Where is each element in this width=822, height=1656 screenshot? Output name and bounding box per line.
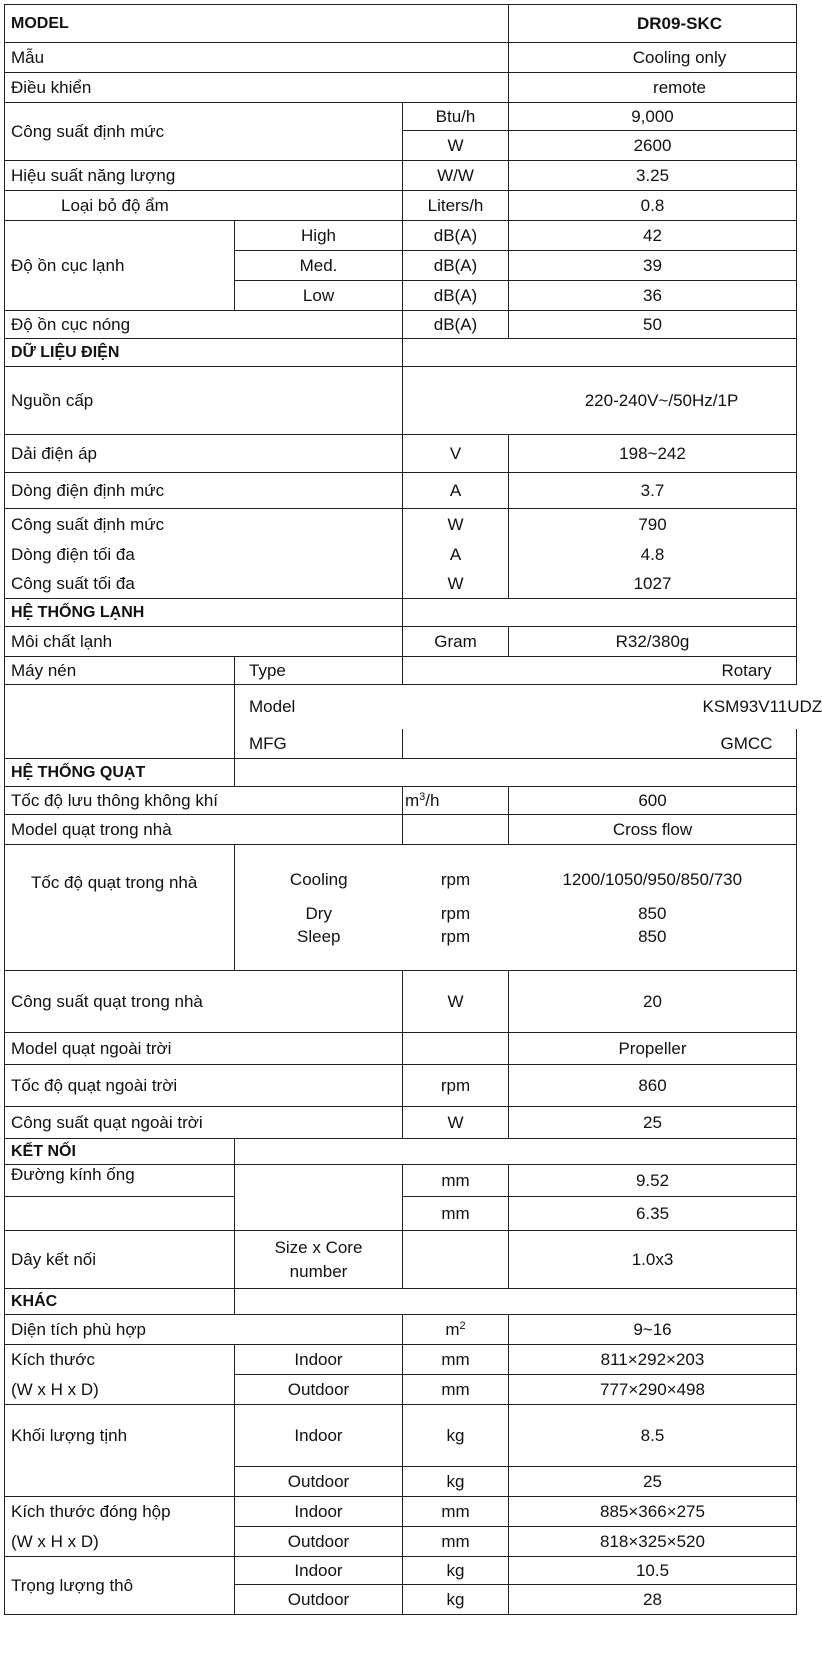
row-label-may-nen: Máy nén (5, 657, 235, 685)
table-row (5, 435, 797, 473)
table-row (5, 1315, 797, 1345)
empty-cell (403, 599, 797, 627)
value-toc-do-ngoai-troi: 860 (509, 1065, 797, 1107)
table-row (5, 509, 797, 541)
unit-rpm: rpm (403, 1065, 509, 1107)
value-med: 39 (509, 251, 797, 281)
value-duong-kinh-ong-2: 6.35 (509, 1197, 797, 1231)
row-label-kich-thuoc-hop-wxhxd: (W x H x D) (5, 1527, 235, 1557)
empty-cell (5, 685, 235, 759)
sub-model: Model (249, 697, 296, 717)
table-row (5, 1527, 797, 1557)
sub-high: High (235, 221, 403, 251)
row-label-model-trong-nha: Model quạt trong nhà (5, 815, 403, 845)
row-label-hieu-suat: Hiệu suất năng lượng (5, 161, 403, 191)
table-row (5, 685, 797, 729)
row-label-toc-do-ngoai-troi: Tốc độ quạt ngoài trời (5, 1065, 403, 1107)
sub-indoor: Indoor (235, 1405, 403, 1467)
table-row (5, 1165, 797, 1197)
row-label-dien-tich: Diện tích phù hợp (5, 1315, 403, 1345)
table-row (5, 1033, 797, 1065)
sub-sleep: Sleep (235, 923, 403, 971)
row-label-cong-suat-dinh-muc-dien: Công suất định mức (5, 509, 403, 541)
value-dong-dien-toi-da: 4.8 (509, 541, 797, 569)
empty-cell (403, 1033, 509, 1065)
value-trong-luong-tho-outdoor: 28 (509, 1585, 797, 1615)
unit-dba: dB(A) (403, 281, 509, 311)
sub-dry: Dry (305, 903, 332, 923)
table-row (5, 815, 797, 845)
value-kich-thuoc-outdoor: 777×290×498 (509, 1375, 797, 1405)
table-row (5, 43, 797, 73)
value-duong-kinh-ong-1: 9.52 (509, 1165, 797, 1197)
table-row (5, 1107, 797, 1139)
value-sleep: 850 (509, 923, 797, 971)
table-row (5, 339, 797, 367)
sub-med: Med. (235, 251, 403, 281)
unit-dba: dB(A) (403, 311, 509, 339)
unit-dba: dB(A) (403, 251, 509, 281)
sub-outdoor: Outdoor (235, 1375, 403, 1405)
spec-table (4, 4, 822, 1615)
row-label-loai-bo-do-am: Loại bỏ độ ẩm (5, 191, 403, 221)
row-label-khoi-luong: Khối lượng tịnh (5, 1405, 235, 1497)
model-header-label: MODEL (5, 5, 509, 43)
value-mfg: GMCC (403, 729, 797, 759)
row-label-cong-suat-ngoai-troi: Công suất quạt ngoài trời (5, 1107, 403, 1139)
unit-mm: mm (403, 1345, 509, 1375)
value-loai-bo-do-am: 0.8 (509, 191, 797, 221)
table-row (5, 1405, 797, 1467)
unit-mm: mm (403, 1197, 509, 1231)
value-cong-suat-ngoai-troi: 25 (509, 1107, 797, 1139)
table-row (5, 221, 797, 251)
unit-gram: Gram (403, 627, 509, 657)
row-label-kich-thuoc-wxhxd: (W x H x D) (5, 1375, 235, 1405)
model-code: DR09-SKC (509, 5, 797, 43)
unit-dba: dB(A) (403, 221, 509, 251)
row-label-do-on-cuc-nong: Độ ồn cục nóng (5, 311, 403, 339)
row-label-model-ngoai-troi: Model quạt ngoài trời (5, 1033, 403, 1065)
row-label-luu-thong: Tốc độ lưu thông không khí (5, 787, 403, 815)
value-model-trong-nha: Cross flow (509, 815, 797, 845)
unit-w: W (403, 971, 509, 1033)
row-label-duong-kinh-ong: Đường kính ống (5, 1165, 235, 1197)
unit-w: W (403, 131, 509, 161)
unit-kg: kg (403, 1467, 509, 1497)
table-row (5, 5, 797, 43)
value-day-ket-noi: 1.0x3 (509, 1231, 797, 1289)
sub-outdoor: Outdoor (235, 1467, 403, 1497)
row-label-kich-thuoc-hop: Kích thước đóng hộp (5, 1497, 235, 1527)
row-label-day-ket-noi: Dây kết nối (5, 1231, 235, 1289)
value-khoi-luong-indoor: 8.5 (509, 1405, 797, 1467)
unit-kg: kg (403, 1585, 509, 1615)
sub-indoor: Indoor (235, 1557, 403, 1585)
sub-outdoor: Outdoor (235, 1585, 403, 1615)
sub-outdoor: Outdoor (235, 1527, 403, 1557)
sub-mfg: MFG (235, 729, 403, 759)
table-row (5, 1375, 797, 1405)
row-label-kich-thuoc: Kích thước (5, 1345, 235, 1375)
value-mau: Cooling only (509, 43, 797, 73)
section-dien: DỮ LIỆU ĐIỆN (5, 339, 403, 367)
row-label-cong-suat-trong-nha: Công suất quạt trong nhà (5, 971, 403, 1033)
table-row (5, 103, 797, 131)
value-luu-thong: 600 (509, 787, 797, 815)
value-dai-dien-ap: 198~242 (509, 435, 797, 473)
value-cong-suat-trong-nha: 20 (509, 971, 797, 1033)
value-cong-suat-toi-da: 1027 (509, 569, 797, 599)
unit-mm: mm (403, 1165, 509, 1197)
unit-rpm: rpm (403, 923, 509, 971)
value-dieu-khien: remote (509, 73, 797, 103)
sub-cooling: Cooling (289, 869, 348, 889)
section-khac: KHÁC (5, 1289, 235, 1315)
empty-cell (235, 1139, 797, 1165)
unit-w: W (403, 569, 509, 599)
table-row (5, 1557, 797, 1585)
value-w: 2600 (509, 131, 797, 161)
value-nguon-cap: 220-240V~/50Hz/1P (403, 367, 797, 435)
table-row (5, 759, 797, 787)
unit-m3h (403, 787, 509, 815)
value-dry: 850 (509, 889, 797, 923)
row-label-nguon-cap: Nguồn cấp (5, 367, 403, 435)
unit-m2 (403, 1315, 509, 1345)
value-dien-tich: 9~16 (509, 1315, 797, 1345)
value-moi-chat: R32/380g (509, 627, 797, 657)
row-label-dieu-khien: Điều khiển (5, 73, 509, 103)
table-row (5, 73, 797, 103)
table-row (5, 541, 797, 569)
unit-mm: mm (403, 1527, 509, 1557)
value-cong-suat-dinh-muc-dien: 790 (509, 509, 797, 541)
section-lanh: HỆ THỐNG LẠNH (5, 599, 403, 627)
row-label-dong-dien-dinh-muc: Dòng điện định mức (5, 473, 403, 509)
table-row (5, 599, 797, 627)
unit-m-sup: 2 (459, 1320, 466, 1332)
table-row (5, 473, 797, 509)
row-label-dai-dien-ap: Dải điện áp (5, 435, 403, 473)
row-label-moi-chat: Môi chất lạnh (5, 627, 403, 657)
empty-cell (235, 1289, 797, 1315)
empty-cell (403, 1231, 509, 1289)
unit-liters: Liters/h (403, 191, 509, 221)
value-kich-thuoc-indoor: 811×292×203 (509, 1345, 797, 1375)
value-low: 36 (509, 281, 797, 311)
unit-a: A (403, 541, 509, 569)
value-cooling: 1200/1050/950/850/730 (509, 845, 797, 889)
unit-m: m (445, 1320, 460, 1339)
unit-rpm: rpm (440, 869, 471, 889)
unit-rpm: rpm (440, 903, 471, 923)
empty-cell (403, 815, 509, 845)
table-row (5, 367, 797, 435)
table-row (5, 1497, 797, 1527)
unit-v: V (403, 435, 509, 473)
table-row (5, 569, 797, 599)
value-khoi-luong-outdoor: 25 (509, 1467, 797, 1497)
table-row (5, 191, 797, 221)
empty-cell (5, 1197, 235, 1231)
sub-size-core: Size x Core number (235, 1231, 403, 1289)
table-row (5, 657, 797, 685)
unit-m: m (405, 791, 420, 810)
value-dong-dien-dinh-muc: 3.7 (509, 473, 797, 509)
unit-mm: mm (403, 1375, 509, 1405)
table-row (5, 845, 797, 889)
value-kich-thuoc-hop-outdoor: 818×325×520 (509, 1527, 797, 1557)
value-type: Rotary (403, 657, 797, 685)
table-row (5, 787, 797, 815)
table-row (5, 971, 797, 1033)
unit-w: W (403, 1107, 509, 1139)
value-do-on-cuc-nong: 50 (509, 311, 797, 339)
unit-w: W (403, 509, 509, 541)
row-label-cong-suat: Công suất định mức (5, 103, 403, 161)
table-row (5, 627, 797, 657)
row-label-do-on-cuc-lanh: Độ ồn cục lạnh (5, 221, 235, 311)
value-hieu-suat: 3.25 (509, 161, 797, 191)
table-row (5, 1289, 797, 1315)
table-row (5, 1139, 797, 1165)
empty-cell (235, 1165, 403, 1231)
unit-mm: mm (403, 1497, 509, 1527)
sub-low: Low (235, 281, 403, 311)
unit-m-sup: 3 (419, 791, 426, 803)
value-high: 42 (509, 221, 797, 251)
table-row (5, 1065, 797, 1107)
unit-a: A (403, 473, 509, 509)
value-model-ngoai-troi: Propeller (509, 1033, 797, 1065)
empty-cell (403, 339, 797, 367)
row-label-dong-dien-toi-da: Dòng điện tối đa (5, 541, 403, 569)
sub-type: Type (235, 657, 403, 685)
value-kich-thuoc-hop-indoor: 885×366×275 (509, 1497, 797, 1527)
section-quat: HỆ THỐNG QUẠT (5, 759, 235, 787)
unit-kg: kg (403, 1405, 509, 1467)
value-compressor-model: KSM93V11UDZ (702, 697, 822, 717)
sub-indoor: Indoor (235, 1497, 403, 1527)
empty-cell (235, 759, 797, 787)
table-row (5, 1345, 797, 1375)
row-label-cong-suat-toi-da: Công suất tối đa (5, 569, 403, 599)
value-trong-luong-tho-indoor: 10.5 (509, 1557, 797, 1585)
value-btu: 9,000 (509, 103, 797, 131)
unit-btu: Btu/h (403, 103, 509, 131)
unit-kg: kg (403, 1557, 509, 1585)
row-label-toc-do-trong-nha: Tốc độ quạt trong nhà (5, 845, 235, 971)
table-row (5, 1231, 797, 1289)
table-row (5, 311, 797, 339)
table-row (5, 161, 797, 191)
row-label-mau: Mẫu (5, 43, 509, 73)
row-label-trong-luong-tho: Trọng lượng thô (5, 1557, 235, 1615)
sub-indoor: Indoor (235, 1345, 403, 1375)
unit-ww: W/W (403, 161, 509, 191)
unit-per-h: /h (425, 791, 440, 810)
section-ket-noi: KẾT NỐI (5, 1139, 235, 1165)
